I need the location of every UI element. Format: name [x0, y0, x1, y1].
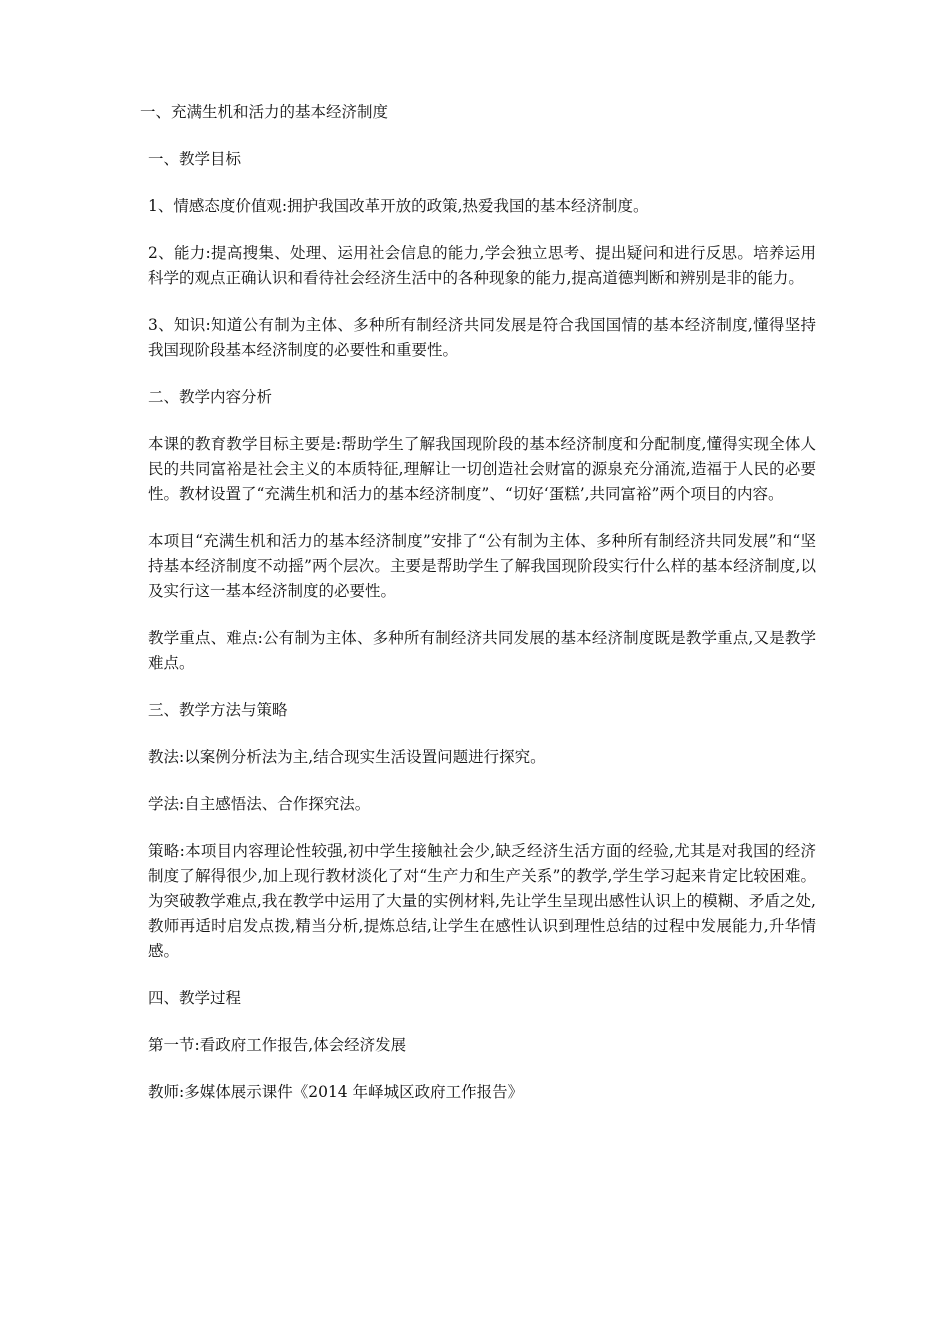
content-paragraph-1: 本课的教育教学目标主要是:帮助学生了解我国现阶段的基本经济制度和分配制度,懂得实现全体人民的共同富裕是社会主义的本质特征,理解让一切创造社会财富的源泉充分涌流,造福于人民的必要性。教材设置了“充满生机和活力的基本经济制度”、“切好‘蛋糕’,共同富裕”两个项目的内容。: [148, 435, 816, 503]
goal-knowledge: 3、知识:知道公有制为主体、多种所有制经济共同发展是符合我国国情的基本经济制度,懂得坚持我国现阶段基本经济制度的必要性和重要性。: [148, 316, 816, 359]
process-section-1: 第一节:看政府工作报告,体会经济发展: [148, 1036, 407, 1054]
section-heading-process: 四、教学过程: [148, 989, 242, 1007]
content-paragraph-2: 本项目“充满生机和活力的基本经济制度”安排了“公有制为主体、多种所有制经济共同发展”和“坚持基本经济制度不动摇”两个层次。主要是帮助学生了解我国现阶段实行什么样的基本经济制度,以及实行这一基本经济制度的必要性。: [148, 532, 816, 600]
goal-ability: 2、能力:提高搜集、处理、运用社会信息的能力,学会独立思考、提出疑问和进行反思。培养运用科学的观点正确认识和看待社会经济生活中的各种现象的能力,提高道德判断和辨别是非的能力。: [148, 244, 816, 287]
method-teaching: 教法:以案例分析法为主,结合现实生活设置问题进行探究。: [148, 748, 546, 766]
process-teacher: 教师:多媒体展示课件《2014 年峄城区政府工作报告》: [148, 1083, 524, 1101]
method-strategy: 策略:本项目内容理论性较强,初中学生接触社会少,缺乏经济生活方面的经验,尤其是对我国的经济制度了解得很少,加上现行教材淡化了对“生产力和生产关系”的教学,学生学习起来肯定比较困难。为突破教学难点,我在教学中运用了大量的实例材料,先让学生呈现出感性认识上的模糊、矛盾之处,教师再适时启发点拨,精当分析,提炼总结,让学生在感性认识到理性总结的过程中发展能力,升华情感。: [148, 842, 816, 960]
section-heading-goals: 一、教学目标: [148, 150, 242, 168]
content-paragraph-key-points: 教学重点、难点:公有制为主体、多种所有制经济共同发展的基本经济制度既是教学重点,又是教学难点。: [148, 629, 816, 672]
section-heading-content: 二、教学内容分析: [148, 388, 273, 406]
section-heading-methods: 三、教学方法与策略: [148, 701, 288, 719]
document-title: 一、充满生机和活力的基本经济制度: [140, 103, 389, 121]
method-learning: 学法:自主感悟法、合作探究法。: [148, 795, 371, 813]
document-page: [140, 100, 816, 1105]
goal-emotion: 1、情感态度价值观:拥护我国改革开放的政策,热爱我国的基本经济制度。: [148, 197, 649, 215]
